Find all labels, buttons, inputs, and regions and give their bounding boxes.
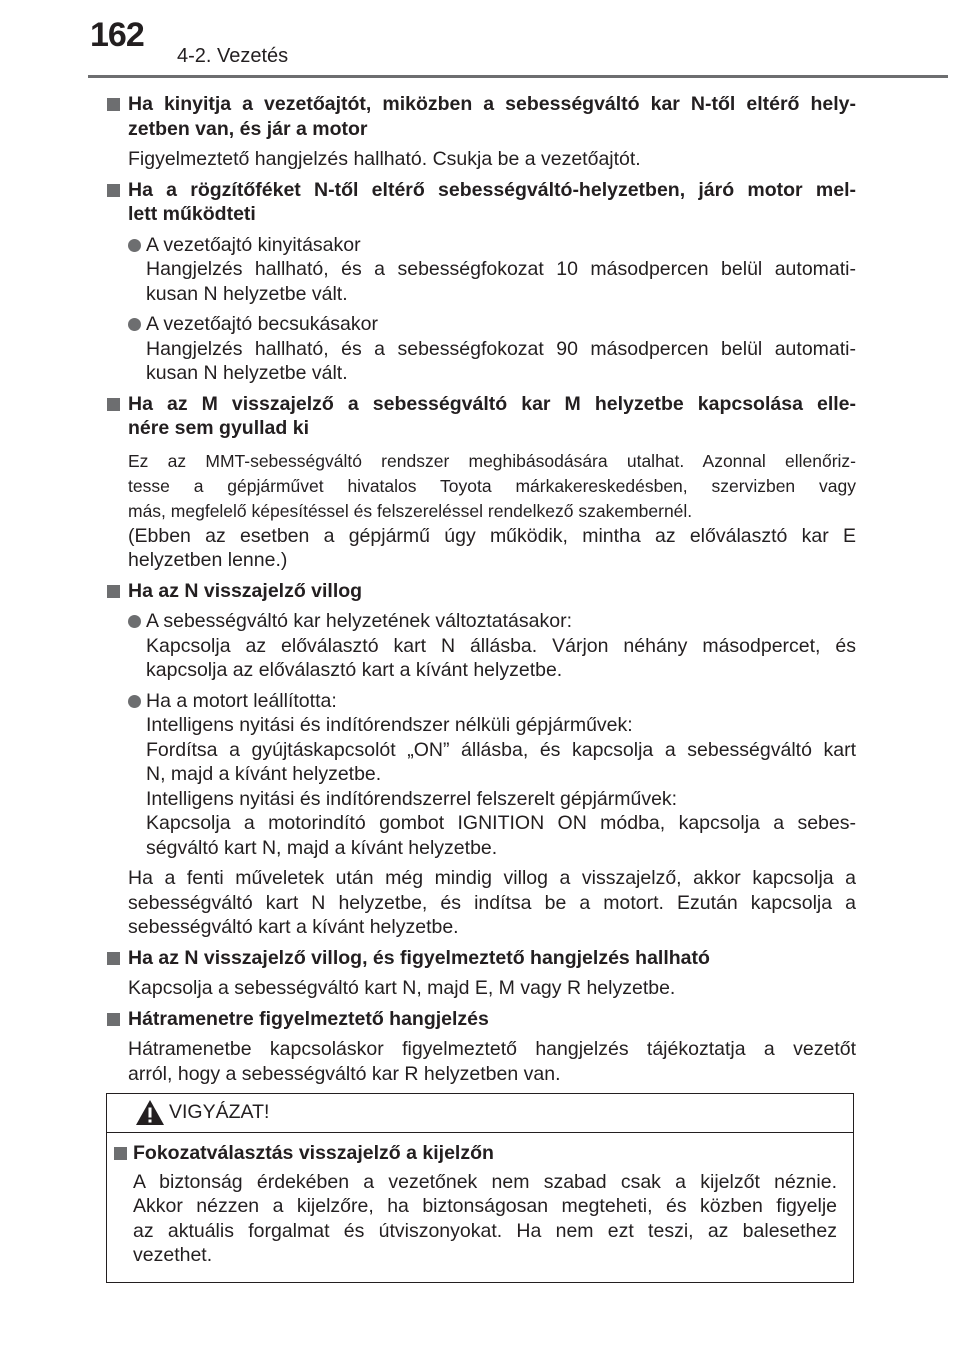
warning-triangle-icon	[135, 1099, 165, 1126]
heading-line: Ha a rögzítőféket N-től eltérő sebességváltó-helyzetben, járó motor mel-	[128, 178, 856, 201]
square-bullet-icon	[107, 952, 120, 965]
bullet-line: Hangjelzés hallható, és a sebességfokozat 10 másodpercen belül automati-	[146, 258, 856, 280]
square-bullet-icon	[107, 398, 120, 411]
bullet-line: Intelligens nyitási és indítórendszer nélküli gépjárművek:	[146, 714, 633, 736]
list-item	[106, 609, 856, 683]
text-line: helyzetben lenne.)	[128, 549, 288, 571]
caution-heading	[107, 1141, 837, 1166]
heading-line: Hátramenetre figyelmeztető hangjelzés	[128, 1007, 489, 1030]
paragraph	[106, 866, 856, 940]
bullet-line: Hangjelzés hallható, és a sebességfokozat 90 másodpercen belül automati-	[146, 337, 856, 360]
bullet-line: Ha a motort leállította:	[146, 689, 337, 712]
caution-box	[106, 1093, 854, 1283]
list-item	[106, 312, 856, 386]
paragraph	[106, 1037, 856, 1086]
heading-line: Ha az N visszajelző villog, és figyelmeztető hangjelzés hallható	[128, 946, 710, 969]
heading-line: Ha az N visszajelző villog	[128, 579, 363, 602]
square-bullet-icon	[114, 1147, 127, 1160]
paragraph: Kapcsolja a sebességváltó kart N, majd E, M vagy R helyzetbe.	[128, 977, 676, 999]
section-heading	[106, 1007, 856, 1032]
circle-bullet-icon	[128, 615, 141, 628]
bullet-line: ségváltó kart N, majd a kívánt helyzetbe.	[146, 836, 498, 859]
text-line: Ha a fenti műveletek után még mindig villog a visszajelző, akkor kapcsolja a	[128, 867, 856, 889]
text-line: sebességváltó kart N helyzetbe, és indítsa be a motort. Ezután kapcsolja a	[128, 891, 856, 914]
list-item	[106, 233, 856, 307]
circle-bullet-icon	[128, 239, 141, 252]
small-line: Ez az MMT-sebességváltó rendszer meghibásodására utalhat. Azonnal ellenőriz-	[128, 450, 856, 471]
section-heading	[106, 178, 856, 227]
paragraph-small	[106, 449, 856, 524]
paragraph: Figyelmeztető hangjelzés hallható. Csukja be a vezetőajtót.	[128, 148, 641, 170]
bullet-line: Fordítsa a gyújtáskapcsolót „ON” állásba, és kapcsolja a sebességváltó kart	[146, 738, 856, 761]
caution-title: VIGYÁZAT!	[169, 1101, 270, 1123]
caution-heading-text: Fokozatválasztás visszajelző a kijelzőn	[133, 1142, 494, 1164]
header-divider	[88, 75, 948, 78]
circle-bullet-icon	[128, 695, 141, 708]
small-line: más, megfelelő képesítéssel és felszereléssel rendelkező szakembernél.	[128, 500, 693, 521]
text-line: (Ebben az esetben a gépjármű úgy működik, mintha az előválasztó kar E	[128, 524, 856, 547]
square-bullet-icon	[107, 585, 120, 598]
caution-paragraph	[107, 1170, 837, 1268]
heading-line: lett működteti	[128, 203, 256, 225]
paragraph	[106, 524, 856, 573]
text-line: sebességváltó kart a kívánt helyzetbe.	[128, 916, 459, 938]
bullet-line: A vezetőajtó becsukásakor	[146, 313, 378, 335]
caution-body	[107, 1133, 853, 1268]
heading-line: Ha kinyitja a vezetőajtót, miközben a sebességváltó kar N-től eltérő hely-	[128, 93, 856, 115]
square-bullet-icon	[107, 184, 120, 197]
bullet-line: kusan N helyzetbe vált.	[146, 282, 348, 305]
list-item	[106, 689, 856, 861]
bullet-line: kapcsolja az előválasztó kart a kívánt helyzetbe.	[146, 659, 563, 681]
small-line: tesse a gépjárművet hivatalos Toyota márkakereskedésben, szervizben vagy	[128, 475, 856, 496]
caution-line: A biztonság érdekében a vezetőnek nem szabad csak a kijelzőt néznie.	[133, 1170, 837, 1193]
caution-header	[107, 1094, 853, 1133]
section-heading	[106, 392, 856, 441]
caution-line: vezethet.	[133, 1244, 213, 1266]
section-heading	[106, 92, 856, 141]
circle-bullet-icon	[128, 318, 141, 331]
bullet-line: A sebességváltó kar helyzetének változtatásakor:	[146, 610, 572, 632]
text-line: Hátramenetbe kapcsoláskor figyelmeztető hangjelzés tájékoztatja a vezetőt	[128, 1038, 856, 1060]
bullet-line: Intelligens nyitási és indítórendszerrel felszerelt gépjárművek:	[146, 787, 678, 810]
bullet-line: A vezetőajtó kinyitásakor	[146, 233, 361, 256]
square-bullet-icon	[107, 98, 120, 111]
heading-line: nére sem gyullad ki	[128, 417, 309, 439]
bullet-line: N, majd a kívánt helyzetbe.	[146, 763, 382, 785]
text-line: arról, hogy a sebességváltó kar R helyzetben van.	[128, 1062, 561, 1085]
caution-line: az aktuális forgalmat és útviszonyokat. Ha nem ezt teszi, az balesethez	[133, 1219, 837, 1242]
bullet-line: Kapcsolja az előválasztó kart N állásba. Várjon néhány másodpercet, és	[146, 634, 856, 657]
page-header	[0, 0, 960, 80]
caution-line: Akkor nézzen a kijelzőre, ha biztonságosan megteheti, és közben figyelje	[133, 1195, 837, 1217]
page-number: 162	[90, 16, 144, 54]
heading-line: Ha az M visszajelző a sebességváltó kar M helyzetbe kapcsolása elle-	[128, 392, 856, 415]
square-bullet-icon	[107, 1013, 120, 1026]
main-content	[106, 92, 856, 1086]
bullet-line: kusan N helyzetbe vált.	[146, 362, 348, 384]
section-heading	[106, 946, 856, 971]
bullet-line: Kapcsolja a motorindító gombot IGNITION ON módba, kapcsolja a sebes-	[146, 812, 856, 834]
section-heading	[106, 579, 856, 604]
heading-line: zetben van, és jár a motor	[128, 117, 368, 140]
section-title: 4-2. Vezetés	[177, 45, 289, 67]
